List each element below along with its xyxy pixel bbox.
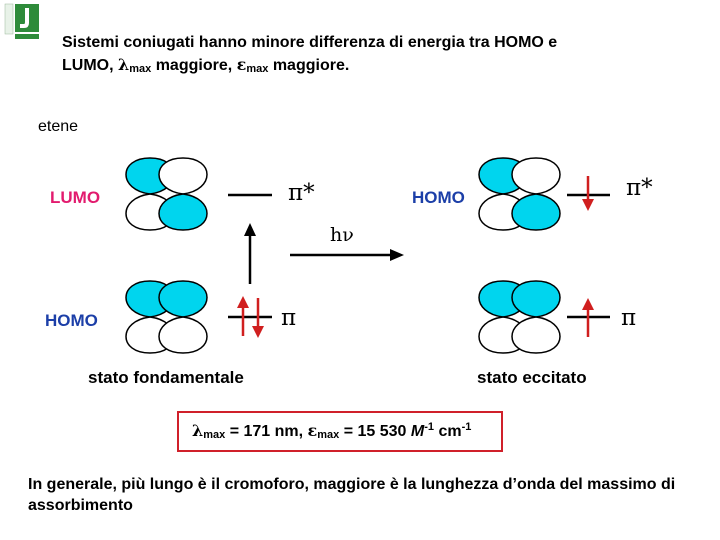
formula-absorptivity: = 15 530 [339, 423, 411, 440]
lumo-orbital-left [126, 158, 207, 230]
excitation-arrow [244, 223, 256, 284]
photon-energy-label: hν [330, 224, 354, 246]
pi-star-label-left: π* [288, 180, 315, 206]
max-subscript: max [246, 63, 269, 75]
homo-orbital-left [126, 281, 207, 353]
title-middle: maggiore, [151, 57, 237, 74]
excited-state-label: stato eccitato [477, 368, 587, 387]
formula-wavelength: = 171 nm, [225, 423, 308, 440]
lambda-symbol: λ [118, 55, 130, 74]
cm-unit: cm [434, 423, 462, 440]
lumo-label: LUMO [50, 188, 101, 207]
exponent: -1 [461, 421, 472, 433]
title-line-1: Sistemi coniugati hanno minore differenza di energia tra HOMO e [62, 34, 558, 51]
lumo-orbital-right [479, 158, 560, 230]
pi-star-label-right: π* [626, 175, 653, 201]
absorption-formula [192, 421, 471, 441]
transition-arrow [290, 249, 404, 261]
homo-label-right: HOMO [412, 188, 465, 207]
molecule-label: etene [38, 118, 79, 135]
max-subscript: max [203, 429, 226, 441]
title-suffix: maggiore. [268, 57, 350, 74]
lambda-symbol: λ [192, 421, 204, 440]
title-prefix: LUMO, [62, 57, 118, 74]
homo-label-left: HOMO [45, 311, 98, 330]
max-subscript: max [317, 429, 340, 441]
ground-state-label: stato fondamentale [88, 368, 244, 387]
conclusion-text: In generale, più lungo è il cromoforo, maggiore è la lunghezza d’onda del massimo di assorbimento [28, 476, 676, 514]
pi-label-right: π [621, 305, 637, 331]
homo-orbital-right [479, 281, 560, 353]
pi-label-left: π [281, 305, 297, 331]
epsilon-symbol: ε [236, 55, 247, 74]
molar-unit: M [410, 423, 425, 440]
max-subscript: max [129, 63, 152, 75]
excited-electron-down-arrow [582, 176, 594, 211]
exponent: -1 [424, 421, 435, 433]
epsilon-symbol: ε [307, 421, 318, 440]
